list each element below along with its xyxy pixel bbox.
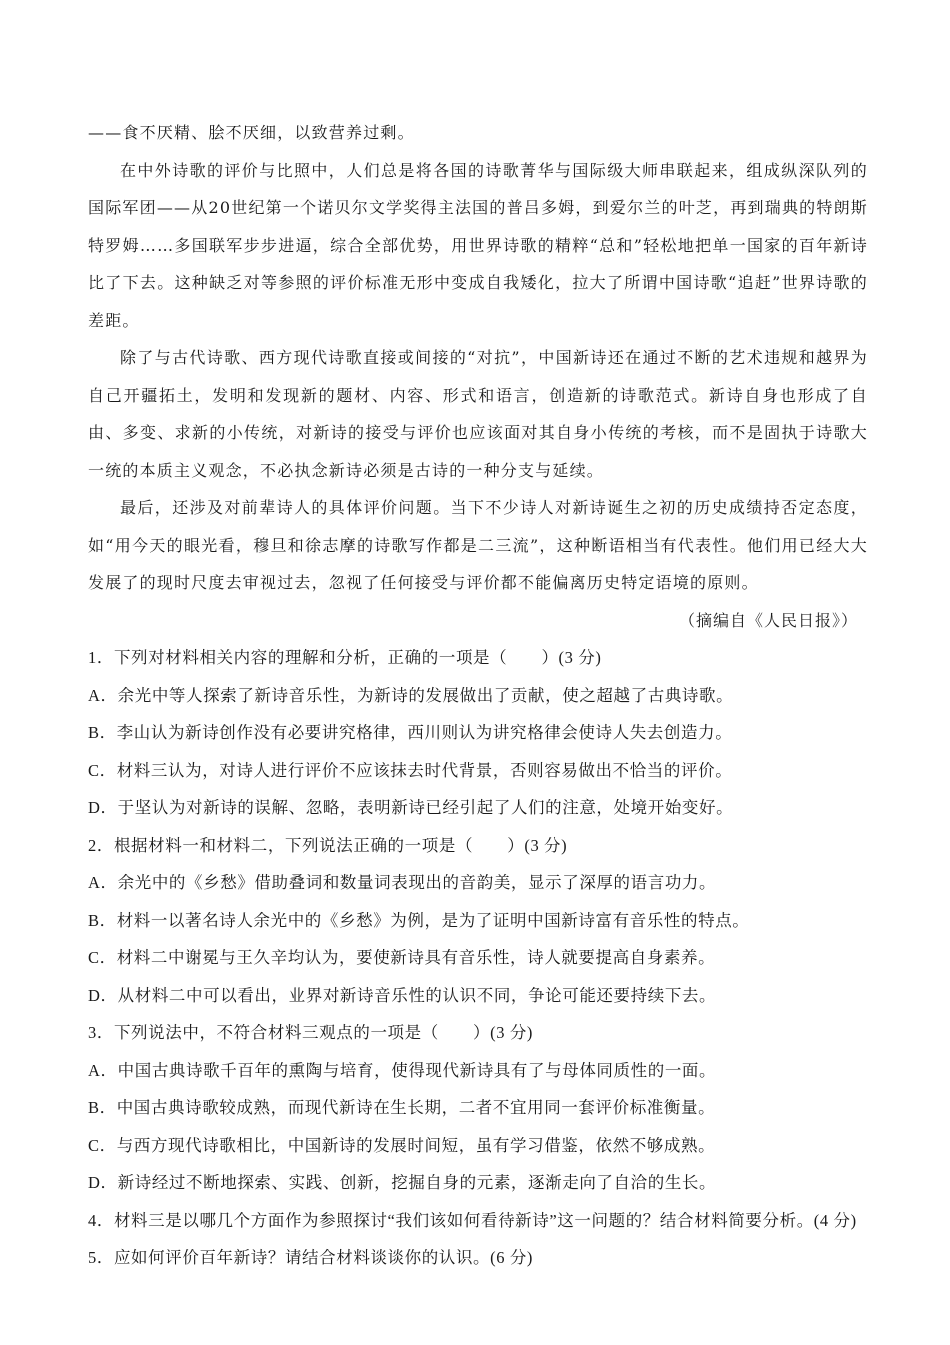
- question-3: [88, 1014, 868, 1202]
- question-option: A．余光中的《乡愁》借助叠词和数量词表现出的音韵美，显示了深厚的语言功力。: [88, 873, 717, 892]
- question-option: C．材料三认为，对诗人进行评价不应该抹去时代背景，否则容易做出不恰当的评价。: [88, 760, 733, 780]
- question-stem: 4．材料三是以哪几个方面作为参照探讨“我们该如何看待新诗”这一问题的？结合材料简要分析。(4 分): [88, 1210, 857, 1230]
- question-option: B．材料一以著名诗人余光中的《乡愁》为例，是为了证明中国新诗富有音乐性的特点。: [88, 910, 750, 930]
- question-stem: 3．下列说法中，不符合材料三观点的一项是（ ）(3 分): [88, 1023, 534, 1042]
- document-page: [88, 114, 868, 1277]
- passage-paragraph: 除了与古代诗歌、西方现代诗歌直接或间接的“对抗”，中国新诗还在通过不断的艺术违规和越界为自己开疆拓土，发明和发现新的题材、内容、形式和语言，创造新的诗歌范式。新诗自身也形成了自由、多变、求新的小传统，对新诗的接受与评价也应该面对其自身小传统的考核，而不是固执于诗歌大一统的本质主义观念，不必执念新诗必须是古诗的一种分支与延续。: [88, 348, 868, 480]
- question-5: [88, 1239, 868, 1277]
- question-option: B．李山认为新诗创作没有必要讲究格律，西川则认为讲究格律会使诗人失去创造力。: [88, 723, 733, 742]
- question-option: C．与西方现代诗歌相比，中国新诗的发展时间短，虽有学习借鉴，依然不够成熟。: [88, 1135, 716, 1155]
- question-option: D．从材料二中可以看出，业界对新诗音乐性的认识不同，争论可能还要持续下去。: [88, 985, 717, 1005]
- source-citation: （摘编自《人民日报》）: [678, 610, 858, 630]
- passage-paragraph: 最后，还涉及对前辈诗人的具体评价问题。当下不少诗人对新诗诞生之初的历史成绩持否定态度，如“用今天的眼光看，穆旦和徐志摩的诗歌写作都是二三流”，这种断语相当有代表性。他们用已经大大发展了的现时尺度去审视过去，忽视了任何接受与评价都不能偏离历史特定语境的原则。: [88, 498, 868, 592]
- passage-paragraph-continuation: ——食不厌精、脍不厌细，以致营养过剩。: [88, 123, 415, 142]
- question-option: C．材料二中谢冕与王久辛均认为，要使新诗具有音乐性，诗人就要提高自身素养。: [88, 948, 716, 967]
- question-option: A．余光中等人探索了新诗音乐性，为新诗的发展做出了贡献，使之超越了古典诗歌。: [88, 685, 734, 705]
- question-option: D．新诗经过不断地探索、实践、创新，挖掘自身的元素，逐渐走向了自洽的生长。: [88, 1173, 717, 1192]
- question-2: [88, 827, 868, 1015]
- question-stem: 2．根据材料一和材料二，下列说法正确的一项是（ ）(3 分): [88, 835, 568, 855]
- question-stem: 5．应如何评价百年新诗？请结合材料谈谈你的认识。(6 分): [88, 1248, 534, 1267]
- passage-paragraph: 在中外诗歌的评价与比照中，人们总是将各国的诗歌菁华与国际级大师串联起来，组成纵深队列的国际军团——从20世纪第一个诺贝尔文学奖得主法国的普吕多姆，到爱尔兰的叶芝，再到瑞典的特朗斯特罗姆……多国联军步步进逼，综合全部优势，用世界诗歌的精粹“总和”轻松地把单一国家的百年新诗比了下去。这种缺乏对等参照的评价标准无形中变成自我矮化，拉大了所谓中国诗歌“追赶”世界诗歌的差距。: [88, 160, 868, 330]
- question-1: [88, 639, 868, 827]
- question-option: A．中国古典诗歌千百年的熏陶与培育，使得现代新诗具有了与母体同质性的一面。: [88, 1060, 717, 1080]
- question-option: D．于坚认为对新诗的误解、忽略，表明新诗已经引起了人们的注意，处境开始变好。: [88, 798, 734, 817]
- question-option: B．中国古典诗歌较成熟，而现代新诗在生长期，二者不宜用同一套评价标准衡量。: [88, 1098, 716, 1117]
- question-4: [88, 1202, 868, 1240]
- question-stem: 1．下列对材料相关内容的理解和分析，正确的一项是（ ）(3 分): [88, 648, 602, 667]
